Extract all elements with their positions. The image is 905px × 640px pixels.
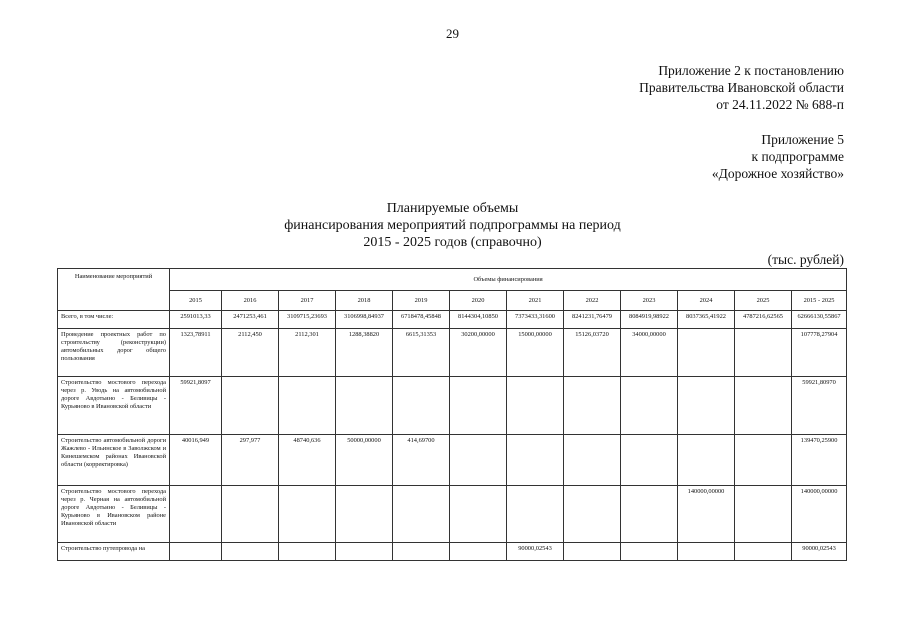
units-label: (тыс. рублей) [767,252,844,267]
table-cell: 3109715,23693 [279,311,336,329]
year-header: 2015 [170,291,222,311]
year-header: 2025 [735,291,792,311]
appendix-subprogram-note [712,131,844,182]
year-header: 2022 [564,291,621,311]
table-cell [222,486,279,543]
table-cell [450,377,507,435]
table-cell [735,543,792,561]
appendix-resolution-note [639,62,844,113]
table-cell: 297,977 [222,435,279,486]
table-cell [678,377,735,435]
header-row-group [58,269,847,291]
table-cell: 4787216,62565 [735,311,792,329]
table-cell [735,486,792,543]
name-column-header: Наименование мероприятий [58,269,170,311]
table-row [58,329,847,377]
table-cell [222,543,279,561]
appendix-subprogram-line-2: к подпрограмме [751,149,844,164]
row-name: Всего, в том числе: [58,311,170,329]
page-number: 29 [446,26,459,41]
table-cell [507,486,564,543]
table-cell [507,377,564,435]
table-cell: 7373433,31600 [507,311,564,329]
appendix-subprogram-line-3: «Дорожное хозяйство» [711,166,844,181]
row-name: Строительство путепровода на [58,543,170,561]
table-cell [279,543,336,561]
table-cell [450,435,507,486]
table-cell: 34000,00000 [621,329,678,377]
table-cell: 2112,450 [222,329,279,377]
table-row [58,543,847,561]
table-row [58,377,847,435]
table-row [58,486,847,543]
table-cell: 90000,02543 [507,543,564,561]
table-cell: 48740,636 [279,435,336,486]
table-cell: 1323,78911 [170,329,222,377]
row-name: Строительство мостового перехода через р. Черная на автомобильной дороге Авдотьино - Беливицы - Курьяново в Ивановском районе Ивановской области [58,486,170,543]
table-cell [450,486,507,543]
appendix-resolution-line-3: от 24.11.2022 № 688-п [716,97,844,112]
table-cell [735,435,792,486]
table-cell [735,377,792,435]
table-cell: 140000,00000 [678,486,735,543]
title-line-3: 2015 - 2025 годов (справочно) [363,235,542,250]
year-header: 2019 [393,291,450,311]
table-cell [564,486,621,543]
row-name: Строительство мостового перехода через р. Уводь на автомобильной дороге Авдотьино - Беливицы - Курьяново в Ивановской области [58,377,170,435]
table-cell [393,377,450,435]
year-header: 2016 [222,291,279,311]
table-cell [678,543,735,561]
appendix-subprogram-line-1: Приложение 5 [761,132,844,147]
table-cell [170,486,222,543]
table-cell: 8144304,10850 [450,311,507,329]
title-line-2: финансирования мероприятий подпрограммы на период [284,218,621,233]
table-cell: 59921,8097 [170,377,222,435]
table-cell [336,486,393,543]
table-cell [678,435,735,486]
year-header: 2018 [336,291,393,311]
row-name: Строительство автомобильной дороги Жажлево - Ильинское в Заволжском и Кинешемском районах Ивановской области (корректировка) [58,435,170,486]
year-header: 2021 [507,291,564,311]
table-cell [507,435,564,486]
table-cell [222,377,279,435]
title-line-1: Планируемые объемы [386,201,519,216]
table-cell: 107778,27904 [792,329,847,377]
table-cell [450,543,507,561]
table-cell [621,377,678,435]
table-cell [279,377,336,435]
table-cell [621,543,678,561]
year-header: 2024 [678,291,735,311]
table-cell: 30200,00000 [450,329,507,377]
table-cell: 50000,00000 [336,435,393,486]
table-cell: 15126,03720 [564,329,621,377]
table-cell: 59921,80970 [792,377,847,435]
table-cell [336,377,393,435]
table-cell [678,329,735,377]
appendix-resolution-line-2: Правительства Ивановской области [639,80,844,95]
table-cell: 62666130,55867 [792,311,847,329]
table-cell [564,377,621,435]
table-cell: 3106998,84937 [336,311,393,329]
year-header: 2015 - 2025 [792,291,847,311]
table-cell: 414,69700 [393,435,450,486]
table-row [58,435,847,486]
table-cell [564,435,621,486]
table-cell: 2112,301 [279,329,336,377]
table-cell: 8037365,41922 [678,311,735,329]
table-cell [170,543,222,561]
row-name: Проведение проектных работ по строительству (реконструкции) автомобильных дорог общего пользования [58,329,170,377]
table-cell: 6615,31353 [393,329,450,377]
table-cell: 6718478,45848 [393,311,450,329]
table-cell: 1288,38820 [336,329,393,377]
financing-group-header: Объемы финансирования [170,269,847,291]
table-cell: 15000,00000 [507,329,564,377]
table-cell: 40016,949 [170,435,222,486]
table-cell: 90000,02543 [792,543,847,561]
table-cell: 2471253,461 [222,311,279,329]
header-row-years [58,291,847,311]
table-cell [336,543,393,561]
table-cell: 8241231,76479 [564,311,621,329]
table-cell [564,543,621,561]
table-cell [621,486,678,543]
document-title [0,200,905,251]
appendix-resolution-line-1: Приложение 2 к постановлению [658,63,844,78]
table-cell [279,486,336,543]
table-cell [393,486,450,543]
year-header: 2023 [621,291,678,311]
table-cell: 2591013,33 [170,311,222,329]
year-header: 2017 [279,291,336,311]
financing-table [57,268,847,561]
table-cell [621,435,678,486]
table-cell [735,329,792,377]
table-cell: 140000,00000 [792,486,847,543]
table-cell: 139470,25900 [792,435,847,486]
table-cell: 8084919,98922 [621,311,678,329]
table-cell [393,543,450,561]
table-row-total [58,311,847,329]
year-header: 2020 [450,291,507,311]
